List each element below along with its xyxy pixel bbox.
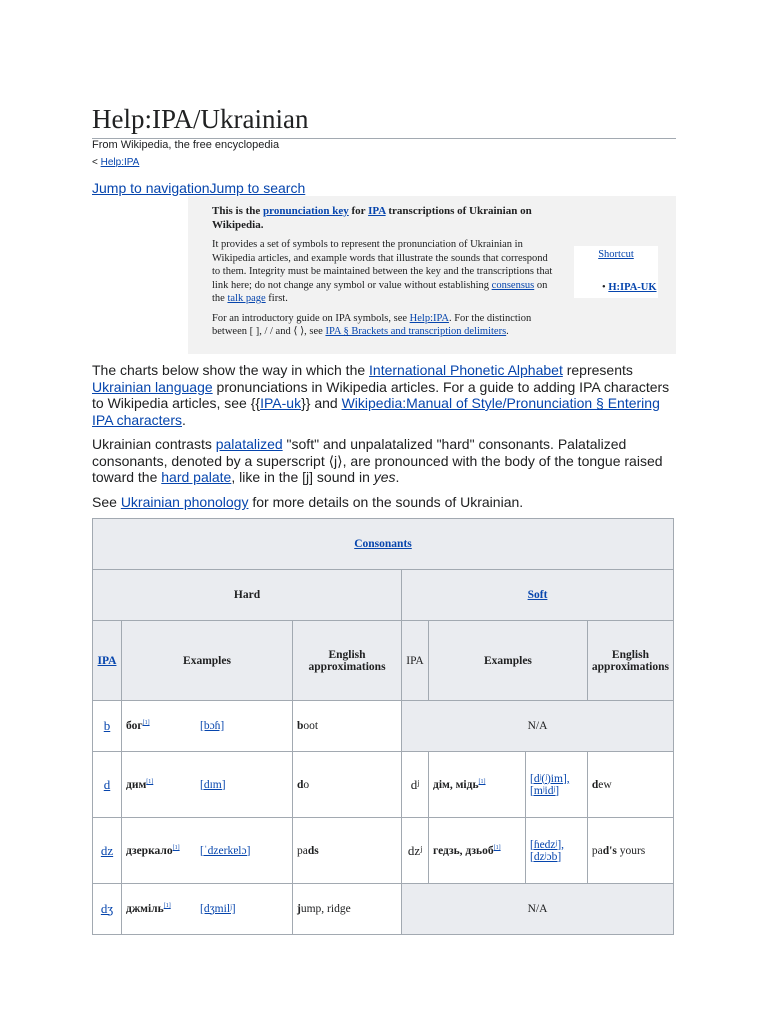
transcription-link[interactable]: [ɦedzʲ], [dzʲɔb] <box>530 838 565 863</box>
ipa-symbol-cell <box>93 818 122 884</box>
transcription-cell-soft <box>526 752 588 818</box>
intro-paragraph-1: The charts below show the way in which the International Phonetic Alphabet represents Ukrainian language pronunciations in Wikipedia articles. For a guide to adding IPA characters to Wikipedia articles, see {{IPA-uk}} and Wikipedia:Manual of Style/Pronunciation § Entering IPA characters. <box>92 362 670 428</box>
notice-lead: This is the pronunciation key for IPA transcriptions of Ukrainian on Wikipedia. <box>212 205 532 231</box>
ipa-symbol-cell <box>93 752 122 818</box>
manual-of-style-pronunciation-link[interactable]: Wikipedia:Manual of Style/Pronunciation § Entering IPA characters <box>92 395 660 428</box>
reference-link[interactable]: [1] <box>478 778 486 785</box>
ipa-symbol-link[interactable]: dz <box>100 842 114 858</box>
example-cell: дим[1] [dɪm] <box>122 752 293 818</box>
english-cell: pads <box>293 818 402 884</box>
table-row <box>93 884 674 935</box>
jump-to-navigation-link[interactable]: Jump to navigation <box>92 180 210 196</box>
ipa-symbol-cell-soft: dzʲ <box>402 818 429 884</box>
ipa-symbol-link[interactable]: b <box>103 718 111 733</box>
reference-link[interactable]: [1] <box>172 844 180 851</box>
intro-paragraph-3: See Ukrainian phonology for more details on the sounds of Ukrainian. <box>92 494 524 510</box>
example-word-soft: гедзь, дзьоб[1] <box>429 818 526 884</box>
pronunciation-key-link[interactable]: pronunciation key <box>263 205 349 217</box>
tagline: From Wikipedia, the free encyclopedia <box>92 139 280 151</box>
col-header-english-soft: English approximations <box>587 621 673 701</box>
example-word-soft: дім, мідь[1] <box>429 752 526 818</box>
consensus-link[interactable]: consensus <box>491 279 535 291</box>
reference-link[interactable]: [1] <box>163 903 171 910</box>
transcription-link[interactable]: [ˈdzerkɐlɔ] <box>200 844 251 857</box>
col-header-examples-soft: Examples <box>429 621 588 701</box>
shortcut-box <box>574 246 658 298</box>
hard-header: Hard <box>93 570 402 621</box>
consonants-table <box>92 518 674 935</box>
table-row <box>93 818 674 884</box>
col-header-ipa-hard <box>93 621 122 701</box>
ipa-symbol-cell <box>93 884 122 935</box>
english-cell-soft: pad's yours <box>587 818 673 884</box>
notice-paragraph-2: For an introductory guide on IPA symbols, see Help:IPA. For the distinction between [ ], / / and ⟨ ⟩, see IPA § Brackets and transcription delimiters. <box>212 312 532 337</box>
example-cell: дзеркало[1] [ˈdzerkɐlɔ] <box>122 818 293 884</box>
english-cell: do <box>293 752 402 818</box>
brackets-delimiters-link[interactable]: IPA § Brackets and transcription delimiters <box>325 326 507 337</box>
international-phonetic-alphabet-link[interactable]: International Phonetic Alphabet <box>369 362 563 378</box>
ipa-column-link[interactable]: IPA <box>97 654 117 667</box>
help-ipa-link[interactable]: Help:IPA <box>409 312 449 324</box>
jump-links <box>92 180 305 196</box>
col-header-examples-hard: Examples <box>122 621 293 701</box>
shortcut-item: • H:IPA-UK <box>602 282 657 293</box>
jump-to-search-link[interactable]: Jump to search <box>209 180 306 196</box>
ukrainian-language-link[interactable]: Ukrainian language <box>92 378 213 395</box>
transcription-cell-soft <box>526 818 588 884</box>
soft-header <box>402 570 674 621</box>
palatalized-link[interactable]: palatalized <box>215 436 283 452</box>
reference-link[interactable]: [1] <box>146 778 154 785</box>
english-cell: boot <box>293 701 402 752</box>
table-row <box>93 752 674 818</box>
soft-link[interactable]: Soft <box>527 589 548 601</box>
example-cell: джміль[1] [dʒmilʲ] <box>122 884 293 935</box>
page-title: Help:IPA/Ukrainian <box>92 102 676 139</box>
consonants-link[interactable]: Consonants <box>354 538 412 550</box>
notice-paragraph-1: It provides a set of symbols to represent the pronunciation of Ukrainian in Wikipedia articles, and example words that illustrate the sounds that correspond to them. Integrity must be maintained between the key and the transcriptions that link here; do not change any symbol or value without establishing consensus on the talk page first. <box>212 239 553 304</box>
ipa-symbol-cell-soft: dʲ <box>402 752 429 818</box>
table-caption <box>93 519 674 570</box>
col-header-ipa-soft: IPA <box>402 621 429 701</box>
transcription-link[interactable]: [dʒmilʲ] <box>200 903 236 915</box>
example-cell: бог[1] [bɔɦ] <box>122 701 293 752</box>
talk-page-link[interactable]: talk page <box>227 293 266 304</box>
pronunciation-key-notice <box>188 196 676 354</box>
breadcrumb: < Help:IPA <box>92 157 140 168</box>
shortcut-h-ipa-uk-link[interactable]: H:IPA-UK <box>608 282 657 293</box>
breadcrumb-link-help-ipa[interactable]: Help:IPA <box>100 157 140 168</box>
transcription-link[interactable]: [dʲ(ʲ)im], [mʲidʲ] <box>530 772 570 797</box>
transcription-link[interactable]: [dɪm] <box>200 778 226 791</box>
na-cell: N/A <box>402 884 674 935</box>
english-cell: jump, ridge <box>293 884 402 935</box>
ipa-uk-template-link[interactable]: IPA-uk <box>260 395 302 411</box>
reference-link[interactable]: [1] <box>493 844 501 851</box>
na-cell: N/A <box>402 701 674 752</box>
ipa-symbol-link[interactable]: dʒ <box>100 901 114 916</box>
ipa-link[interactable]: IPA <box>368 205 386 217</box>
english-cell-soft: dew <box>587 752 673 818</box>
col-header-english-hard: English approximations <box>293 621 402 701</box>
transcription-link[interactable]: [bɔɦ] <box>200 720 225 732</box>
shortcut-link[interactable]: Shortcut <box>598 249 634 260</box>
ipa-symbol-cell <box>93 701 122 752</box>
ukrainian-phonology-link[interactable]: Ukrainian phonology <box>120 494 249 510</box>
table-row <box>93 701 674 752</box>
intro-paragraph-2: Ukrainian contrasts palatalized "soft" and unpalatalized "hard" consonants. Palatalized consonants, denoted by a superscript ⟨j⟩, are pronounced with the body of the tongue raised toward the hard palate, like in the [j] sound in yes. <box>92 436 663 485</box>
ipa-symbol-link[interactable]: d <box>103 776 111 792</box>
reference-link[interactable]: [1] <box>142 720 150 727</box>
hard-palate-link[interactable]: hard palate <box>161 469 232 485</box>
